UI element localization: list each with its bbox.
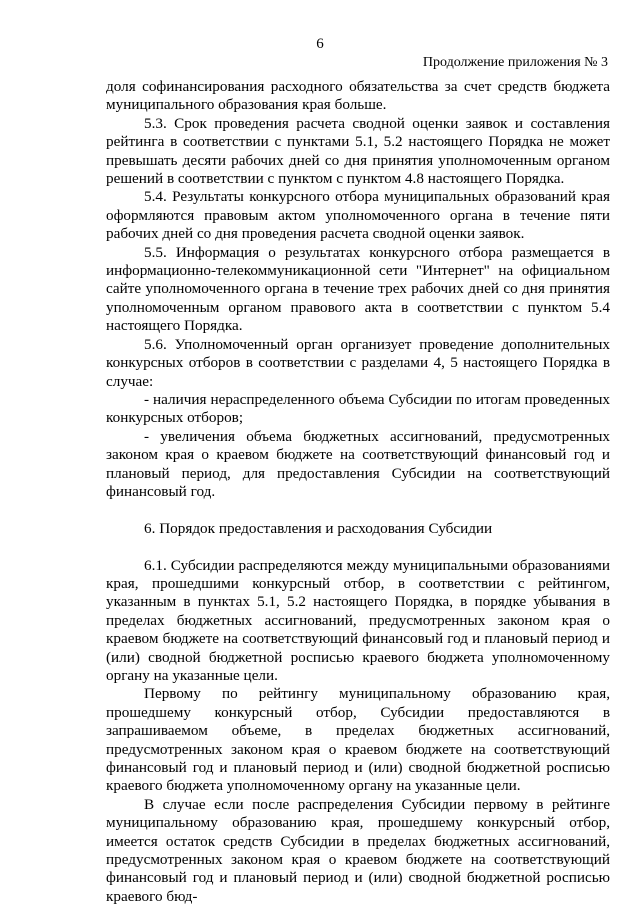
list-item: - наличия нераспределенного объема Субсидии по итогам проведенных конкурсных отборов; bbox=[106, 390, 610, 427]
running-header: Продолжение приложения № 3 bbox=[422, 55, 608, 70]
paragraph-5-6: 5.6. Уполномоченный орган организует проведение дополнительных конкурсных отборов в соответствии с разделами 4, 5 настоящего Порядка в случае: bbox=[106, 335, 610, 390]
section-heading: 6. Порядок предоставления и расходования Субсидии bbox=[144, 519, 493, 537]
paragraph-5-5: 5.5. Информация о результатах конкурсного отбора размещается в информационно-телекоммуникационной сети "Интернет" на официальном сайте уполномоченного органа в течение трех рабочих дней со дня принятия уполномоченным органом правового акта в соответствии с пунктом 5.4 настоящего Порядка. bbox=[106, 243, 610, 335]
paragraph: В случае если после распределения Субсидии первому в рейтинге муниципальному образованию края, прошедшему конкурсный отбор, имеется остаток средств Субсидии в пределах бюджетных ассигнований, предусмотренных законом края о краевом бюджете на соответствующий финансовый год и плановый период и (или) сводной бюджетной росписью краевого бюд- bbox=[106, 795, 610, 905]
paragraph: Первому по рейтингу муниципальному образованию края, прошедшему конкурсный отбор, Субсидии предоставляются в запрашиваемом объеме, в пределах бюджетных ассигнований, предусмотренных законом края о краевом бюджете на соответствующий финансовый год и плановый период и (или) сводной бюджетной росписью краевого бюджета уполномоченному органу на указанные цели. bbox=[106, 685, 610, 795]
list-item: - увеличения объема бюджетных ассигнований, предусмотренных законом края о краевом бюджете на соответствующий финансовый год и плановый период, для предоставления Субсидии на соответствующий финансовый год. bbox=[106, 427, 610, 500]
paragraph-5-3: 5.3. Срок проведения расчета сводной оценки заявок и составления рейтинга в соответствии с пунктами 5.1, 5.2 настоящего Порядка не может превышать десяти рабочих дней со дня принятия уполномоченным органом решений в соответствии с пунктом с пунктом 4.8 настоящего Порядка. bbox=[106, 114, 610, 188]
page-number: 6 bbox=[316, 36, 324, 52]
paragraph-6-1: 6.1. Субсидии распределяются между муниципальными образованиями края, прошедшими конкурсный отбор, в соответствии с рейтингом, указанным в пунктах 5.1, 5.2 настоящего Порядка, в порядке убывания в пределах бюджетных ассигнований, предусмотренных законом края о краевом бюджете на соответствующий финансовый год и плановый период и (или) сводной бюджетной росписью краевого бюджета уполномоченному органу на указанные цели. bbox=[106, 556, 610, 684]
paragraph-continuation: доля софинансирования расходного обязательства за счет средств бюджета муниципального образования края больше. bbox=[106, 78, 610, 114]
paragraph-5-4: 5.4. Результаты конкурсного отбора муниципальных образований края оформляются правовым актом уполномоченного органа в течение пяти рабочих дней со дня проведения расчета сводной оценки заявок. bbox=[106, 188, 610, 243]
body-text bbox=[106, 78, 610, 906]
